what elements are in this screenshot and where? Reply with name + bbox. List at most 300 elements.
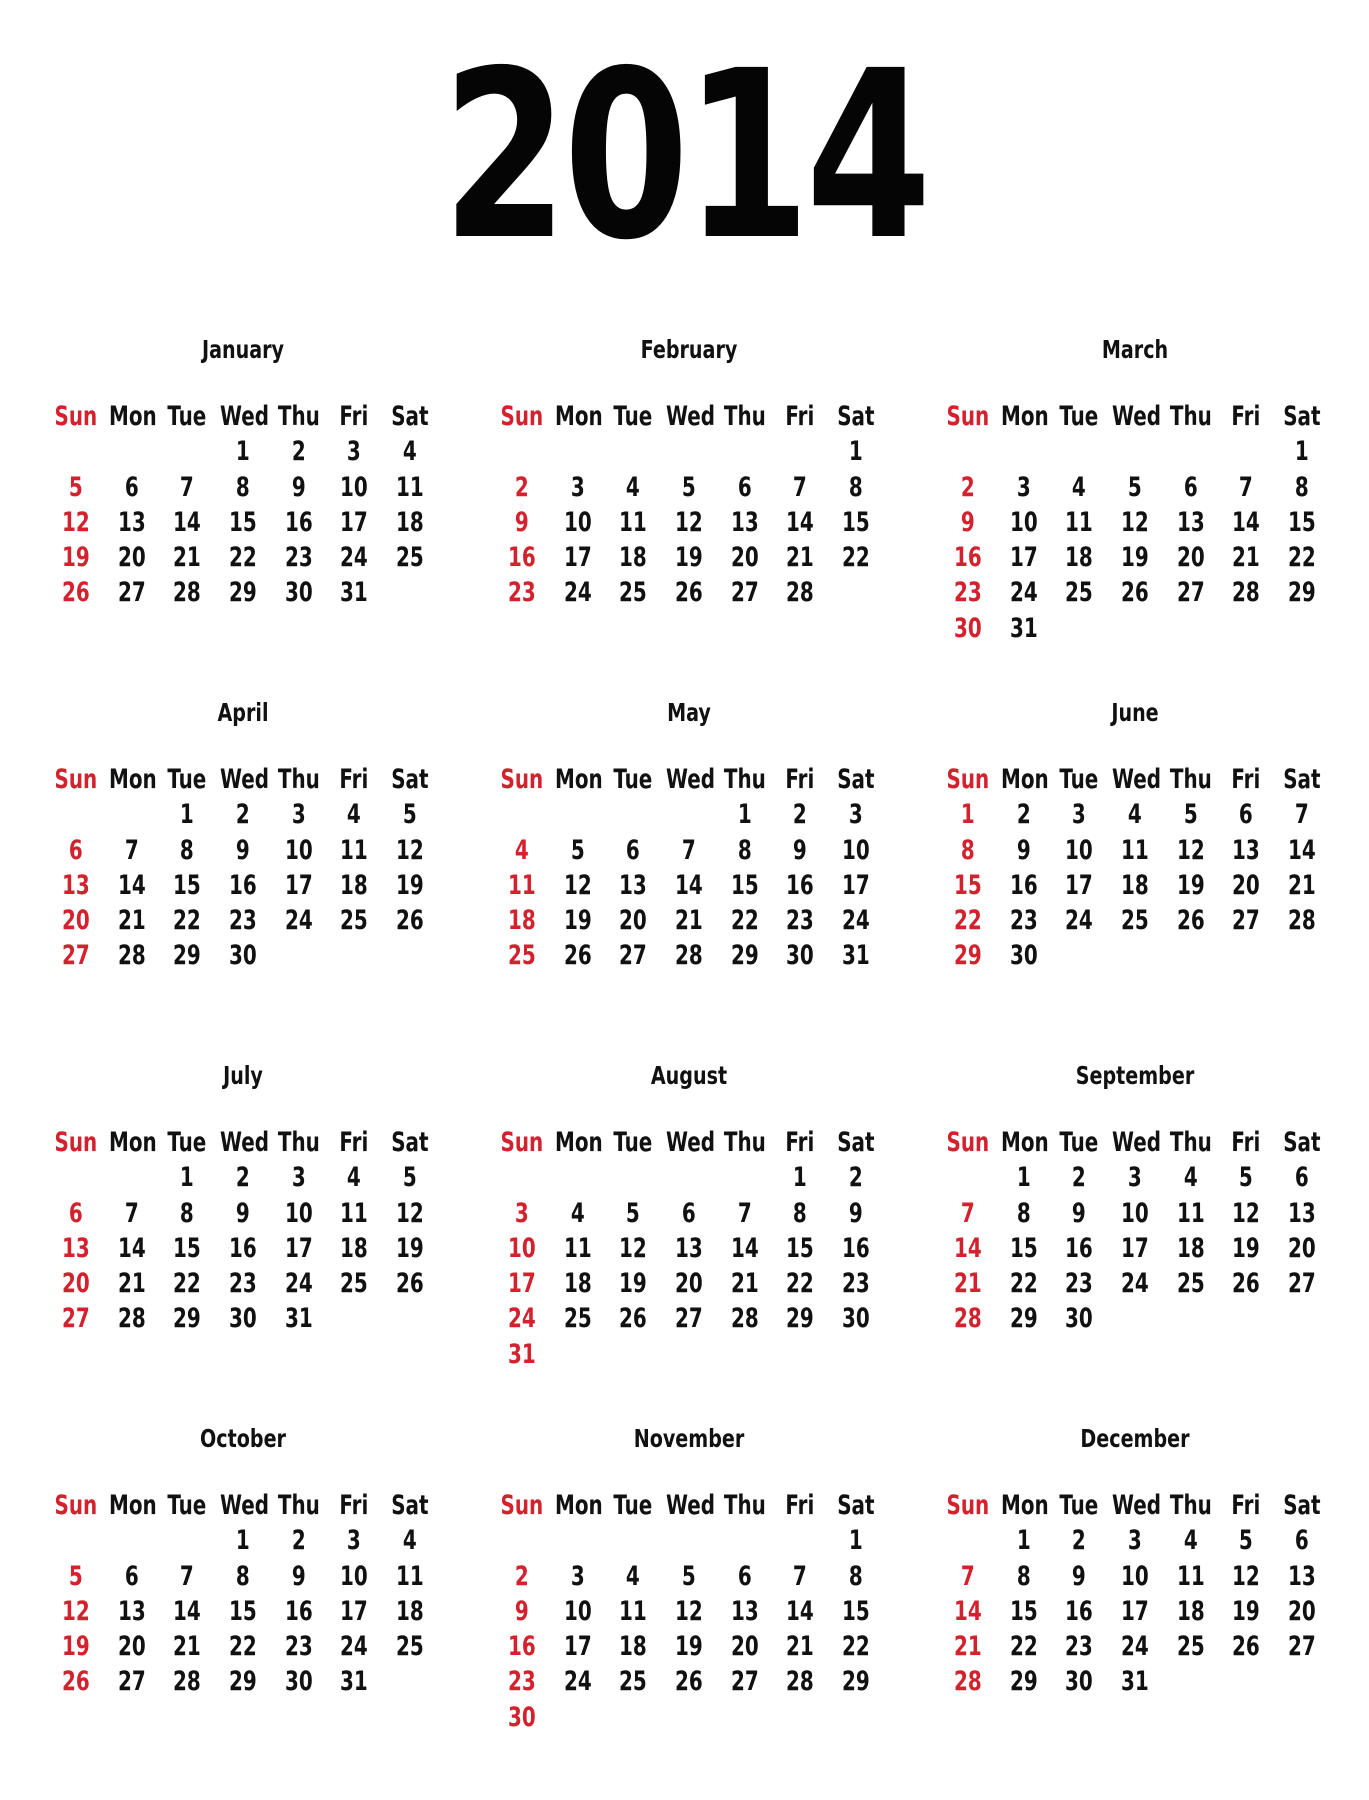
weekday-header: Wed xyxy=(666,764,716,795)
day-cell: 3 xyxy=(570,471,585,503)
day-cell: 24 xyxy=(340,1631,369,1663)
day-cell: 9 xyxy=(849,1197,863,1229)
weekday-header: Sun xyxy=(54,764,98,795)
month-title: March xyxy=(1101,335,1169,364)
day-cell: 21 xyxy=(1288,869,1316,901)
weekday-header: Tue xyxy=(167,764,207,795)
month-grid xyxy=(940,399,1330,646)
weekday-header: Thu xyxy=(723,1127,766,1158)
empty-cell xyxy=(772,1523,828,1558)
empty-cell xyxy=(772,434,828,469)
day-cell: 30 xyxy=(284,577,313,609)
weekday-header: Sun xyxy=(500,1127,544,1158)
day-cell: 5 xyxy=(1127,471,1142,503)
day-cell: 18 xyxy=(619,1631,648,1663)
empty-cell xyxy=(159,434,215,469)
day-cell: 11 xyxy=(396,1560,424,1592)
day-cell: 3 xyxy=(570,1560,585,1592)
day-cell: 28 xyxy=(786,1666,815,1698)
day-cell: 22 xyxy=(842,542,870,574)
weekday-header: Sun xyxy=(946,401,990,432)
empty-cell xyxy=(661,1160,717,1195)
day-cell: 18 xyxy=(340,1232,369,1264)
day-cell: 21 xyxy=(173,542,202,574)
day-cell: 19 xyxy=(563,905,592,937)
day-cell: 15 xyxy=(229,1595,257,1627)
day-cell: 29 xyxy=(173,940,202,972)
day-cell: 9 xyxy=(1072,1560,1087,1592)
day-cell: 12 xyxy=(396,1197,424,1229)
day-cell: 6 xyxy=(626,834,641,866)
weekday-header: Sat xyxy=(1283,401,1321,432)
month-grid xyxy=(494,1488,884,1735)
day-cell: 22 xyxy=(1288,542,1316,574)
day-cell: 1 xyxy=(1016,1525,1031,1557)
day-cell: 15 xyxy=(1009,1595,1038,1627)
weekday-header: Mon xyxy=(108,764,157,795)
weekday-header: Wed xyxy=(220,1490,270,1521)
weekday-header: Sat xyxy=(837,1127,875,1158)
day-cell: 14 xyxy=(675,869,703,901)
weekday-header: Sun xyxy=(500,1490,544,1521)
weekday-header: Wed xyxy=(1112,401,1162,432)
day-cell: 17 xyxy=(284,1232,313,1264)
day-cell: 5 xyxy=(68,471,83,503)
day-cell: 18 xyxy=(619,542,648,574)
day-cell: 18 xyxy=(1065,542,1094,574)
day-cell: 7 xyxy=(681,834,696,866)
day-cell: 1 xyxy=(849,436,863,468)
day-cell: 14 xyxy=(173,506,202,538)
weekday-header: Sun xyxy=(500,401,544,432)
month-september xyxy=(940,1061,1330,1337)
day-cell: 27 xyxy=(117,577,146,609)
day-cell: 6 xyxy=(1295,1525,1309,1557)
day-cell: 27 xyxy=(61,1303,90,1335)
day-cell: 2 xyxy=(793,799,808,831)
day-cell: 5 xyxy=(681,471,696,503)
empty-cell xyxy=(661,434,717,469)
day-cell: 9 xyxy=(1016,834,1031,866)
day-cell: 8 xyxy=(1295,471,1309,503)
day-cell: 4 xyxy=(347,799,362,831)
day-cell: 17 xyxy=(1065,869,1094,901)
empty-cell xyxy=(550,1523,606,1558)
day-cell: 27 xyxy=(1288,1631,1316,1663)
weekday-header: Thu xyxy=(1169,1127,1212,1158)
day-cell: 29 xyxy=(1009,1303,1038,1335)
day-cell: 13 xyxy=(730,1595,759,1627)
day-cell: 16 xyxy=(1065,1232,1094,1264)
day-cell: 6 xyxy=(737,471,752,503)
weekday-header: Sat xyxy=(1283,1490,1321,1521)
empty-cell xyxy=(48,434,104,469)
day-cell: 27 xyxy=(1232,905,1261,937)
empty-cell xyxy=(940,1160,996,1195)
day-cell: 21 xyxy=(786,542,815,574)
day-cell: 28 xyxy=(953,1303,982,1335)
day-cell: 17 xyxy=(340,1595,369,1627)
day-cell: 8 xyxy=(1016,1560,1031,1592)
weekday-header: Sun xyxy=(946,1490,990,1521)
day-cell: 18 xyxy=(1121,869,1149,901)
day-cell: 9 xyxy=(793,834,808,866)
day-cell: 29 xyxy=(1009,1666,1038,1698)
day-cell: 12 xyxy=(675,1595,703,1627)
day-cell: 3 xyxy=(514,1197,529,1229)
day-cell: 5 xyxy=(1183,799,1198,831)
month-december xyxy=(940,1424,1330,1700)
day-cell: 3 xyxy=(849,799,863,831)
day-cell: 8 xyxy=(1016,1197,1031,1229)
day-cell: 3 xyxy=(347,1525,362,1557)
day-cell: 7 xyxy=(180,471,195,503)
day-cell: 4 xyxy=(626,471,641,503)
day-cell: 13 xyxy=(1288,1560,1316,1592)
day-cell: 10 xyxy=(340,1560,369,1592)
day-cell: 22 xyxy=(229,542,257,574)
day-cell: 18 xyxy=(1176,1232,1205,1264)
day-cell: 13 xyxy=(1232,834,1261,866)
day-cell: 19 xyxy=(1232,1232,1261,1264)
empty-cell xyxy=(48,797,104,832)
empty-cell xyxy=(494,1523,550,1558)
day-cell: 7 xyxy=(1239,471,1254,503)
day-cell: 16 xyxy=(229,1232,257,1264)
day-cell: 18 xyxy=(1176,1595,1205,1627)
weekday-header: Fri xyxy=(1231,764,1261,795)
day-cell: 11 xyxy=(396,471,424,503)
weekday-header: Mon xyxy=(108,401,157,432)
day-cell: 2 xyxy=(235,799,250,831)
day-cell: 1 xyxy=(1016,1162,1031,1194)
day-cell: 3 xyxy=(291,1162,306,1194)
day-cell: 12 xyxy=(1176,834,1205,866)
day-cell: 14 xyxy=(953,1232,982,1264)
weekday-header: Tue xyxy=(613,401,653,432)
day-cell: 31 xyxy=(340,577,369,609)
month-april xyxy=(48,698,438,974)
day-cell: 8 xyxy=(235,1560,250,1592)
weekday-header: Fri xyxy=(339,401,369,432)
day-cell: 1 xyxy=(180,799,195,831)
day-cell: 8 xyxy=(235,471,250,503)
day-cell: 19 xyxy=(1176,869,1205,901)
day-cell: 31 xyxy=(1009,612,1038,644)
day-cell: 27 xyxy=(61,940,90,972)
day-cell: 25 xyxy=(619,577,648,609)
weekday-header: Sat xyxy=(837,764,875,795)
day-cell: 24 xyxy=(1065,905,1094,937)
day-cell: 2 xyxy=(1072,1162,1087,1194)
empty-cell xyxy=(605,1523,661,1558)
day-cell: 28 xyxy=(173,577,202,609)
day-cell: 5 xyxy=(68,1560,83,1592)
day-cell: 14 xyxy=(953,1595,982,1627)
day-cell: 20 xyxy=(1232,869,1261,901)
month-november xyxy=(494,1424,884,1735)
day-cell: 27 xyxy=(1176,577,1205,609)
empty-cell xyxy=(661,1523,717,1558)
day-cell: 28 xyxy=(675,940,703,972)
day-cell: 20 xyxy=(1288,1232,1316,1264)
weekday-header: Sat xyxy=(837,1490,875,1521)
day-cell: 7 xyxy=(124,1197,139,1229)
day-cell: 26 xyxy=(675,1666,703,1698)
month-title: November xyxy=(633,1424,745,1453)
empty-cell xyxy=(605,1160,661,1195)
day-cell: 24 xyxy=(842,905,870,937)
day-cell: 8 xyxy=(180,1197,195,1229)
day-cell: 28 xyxy=(786,577,815,609)
weekday-header: Wed xyxy=(666,1127,716,1158)
day-cell: 8 xyxy=(180,834,195,866)
day-cell: 8 xyxy=(849,471,863,503)
day-cell: 11 xyxy=(1065,506,1094,538)
weekday-header: Fri xyxy=(785,1490,815,1521)
day-cell: 16 xyxy=(284,506,313,538)
day-cell: 29 xyxy=(229,577,257,609)
day-cell: 22 xyxy=(229,1631,257,1663)
day-cell: 26 xyxy=(675,577,703,609)
weekday-header: Tue xyxy=(613,1490,653,1521)
day-cell: 19 xyxy=(396,869,424,901)
weekday-header: Thu xyxy=(723,401,766,432)
day-cell: 31 xyxy=(340,1666,369,1698)
day-cell: 22 xyxy=(1009,1268,1038,1300)
weekday-header: Thu xyxy=(1169,1490,1212,1521)
empty-cell xyxy=(104,434,160,469)
day-cell: 17 xyxy=(1121,1595,1149,1627)
weekday-header: Sun xyxy=(54,1127,98,1158)
day-cell: 11 xyxy=(340,1197,369,1229)
day-cell: 1 xyxy=(235,436,250,468)
day-cell: 6 xyxy=(124,1560,139,1592)
day-cell: 17 xyxy=(563,1631,592,1663)
day-cell: 2 xyxy=(960,471,975,503)
empty-cell xyxy=(996,434,1052,469)
month-title: February xyxy=(640,335,738,364)
month-february xyxy=(494,335,884,611)
day-cell: 16 xyxy=(786,869,815,901)
day-cell: 15 xyxy=(953,869,982,901)
day-cell: 29 xyxy=(730,940,759,972)
day-cell: 2 xyxy=(1016,799,1031,831)
weekday-header: Wed xyxy=(1112,764,1162,795)
weekday-header: Sun xyxy=(946,764,990,795)
day-cell: 26 xyxy=(619,1303,648,1335)
weekday-header: Tue xyxy=(1059,764,1099,795)
weekday-header: Thu xyxy=(723,1490,766,1521)
day-cell: 9 xyxy=(291,471,306,503)
empty-cell xyxy=(1218,434,1274,469)
weekday-header: Fri xyxy=(339,1127,369,1158)
weekday-header: Sat xyxy=(391,1490,429,1521)
weekday-header: Mon xyxy=(108,1490,157,1521)
day-cell: 11 xyxy=(1176,1197,1205,1229)
day-cell: 30 xyxy=(953,612,982,644)
day-cell: 3 xyxy=(347,436,362,468)
day-cell: 10 xyxy=(1121,1197,1149,1229)
day-cell: 5 xyxy=(626,1197,641,1229)
day-cell: 30 xyxy=(229,1303,257,1335)
day-cell: 19 xyxy=(61,1631,90,1663)
month-june xyxy=(940,698,1330,974)
day-cell: 16 xyxy=(507,542,536,574)
day-cell: 23 xyxy=(284,542,313,574)
weekday-header: Thu xyxy=(277,1490,320,1521)
month-grid xyxy=(48,1125,438,1337)
day-cell: 5 xyxy=(570,834,585,866)
day-cell: 9 xyxy=(514,506,529,538)
day-cell: 14 xyxy=(786,1595,815,1627)
day-cell: 24 xyxy=(507,1303,536,1335)
day-cell: 1 xyxy=(849,1525,863,1557)
day-cell: 5 xyxy=(1239,1162,1254,1194)
day-cell: 15 xyxy=(173,869,202,901)
day-cell: 21 xyxy=(1232,542,1261,574)
day-cell: 3 xyxy=(1127,1162,1142,1194)
day-cell: 11 xyxy=(619,506,648,538)
day-cell: 9 xyxy=(235,1197,250,1229)
weekday-header: Wed xyxy=(220,1127,270,1158)
empty-cell xyxy=(104,1160,160,1195)
day-cell: 2 xyxy=(849,1162,863,1194)
day-cell: 26 xyxy=(1232,1631,1261,1663)
day-cell: 10 xyxy=(1121,1560,1149,1592)
day-cell: 19 xyxy=(619,1268,648,1300)
month-august xyxy=(494,1061,884,1372)
day-cell: 13 xyxy=(117,1595,146,1627)
day-cell: 11 xyxy=(1176,1560,1205,1592)
day-cell: 29 xyxy=(953,940,982,972)
day-cell: 6 xyxy=(68,1197,83,1229)
day-cell: 16 xyxy=(507,1631,536,1663)
day-cell: 23 xyxy=(842,1268,870,1300)
weekday-header: Tue xyxy=(1059,1127,1099,1158)
day-cell: 7 xyxy=(793,1560,808,1592)
day-cell: 28 xyxy=(730,1303,759,1335)
day-cell: 7 xyxy=(960,1197,975,1229)
day-cell: 22 xyxy=(1009,1631,1038,1663)
day-cell: 2 xyxy=(1072,1525,1087,1557)
empty-cell xyxy=(717,1523,773,1558)
year-title: 2014 xyxy=(442,21,927,291)
day-cell: 3 xyxy=(1016,471,1031,503)
day-cell: 27 xyxy=(730,577,759,609)
month-grid xyxy=(940,1125,1330,1337)
day-cell: 4 xyxy=(570,1197,585,1229)
day-cell: 15 xyxy=(842,1595,870,1627)
day-cell: 28 xyxy=(1232,577,1261,609)
day-cell: 13 xyxy=(675,1232,703,1264)
day-cell: 13 xyxy=(1288,1197,1316,1229)
day-cell: 9 xyxy=(291,1560,306,1592)
month-title: May xyxy=(667,698,711,727)
day-cell: 8 xyxy=(793,1197,808,1229)
day-cell: 13 xyxy=(61,1232,90,1264)
month-title: October xyxy=(200,1424,286,1453)
weekday-header: Tue xyxy=(167,1127,207,1158)
day-cell: 14 xyxy=(1232,506,1261,538)
empty-cell xyxy=(1107,434,1163,469)
day-cell: 2 xyxy=(235,1162,250,1194)
day-cell: 25 xyxy=(619,1666,648,1698)
day-cell: 11 xyxy=(563,1232,592,1264)
day-cell: 4 xyxy=(1127,799,1142,831)
day-cell: 26 xyxy=(1176,905,1205,937)
day-cell: 12 xyxy=(1121,506,1149,538)
day-cell: 14 xyxy=(730,1232,759,1264)
weekday-header: Wed xyxy=(220,401,270,432)
day-cell: 12 xyxy=(1232,1197,1261,1229)
day-cell: 29 xyxy=(786,1303,815,1335)
day-cell: 1 xyxy=(960,799,975,831)
day-cell: 26 xyxy=(396,905,424,937)
month-march xyxy=(940,335,1330,646)
weekday-header: Wed xyxy=(666,401,716,432)
day-cell: 14 xyxy=(117,869,146,901)
day-cell: 16 xyxy=(284,1595,313,1627)
day-cell: 4 xyxy=(347,1162,362,1194)
empty-cell xyxy=(494,797,550,832)
day-cell: 6 xyxy=(68,834,83,866)
day-cell: 21 xyxy=(173,1631,202,1663)
day-cell: 27 xyxy=(675,1303,703,1335)
day-cell: 25 xyxy=(1176,1631,1205,1663)
day-cell: 2 xyxy=(514,471,529,503)
day-cell: 20 xyxy=(117,542,146,574)
day-cell: 31 xyxy=(1121,1666,1149,1698)
day-cell: 16 xyxy=(1009,869,1038,901)
weekday-header: Sat xyxy=(1283,764,1321,795)
day-cell: 6 xyxy=(737,1560,752,1592)
day-cell: 2 xyxy=(514,1560,529,1592)
day-cell: 23 xyxy=(284,1631,313,1663)
day-cell: 25 xyxy=(396,1631,424,1663)
day-cell: 4 xyxy=(514,834,529,866)
day-cell: 12 xyxy=(1232,1560,1261,1592)
day-cell: 14 xyxy=(1288,834,1316,866)
day-cell: 4 xyxy=(1183,1525,1198,1557)
day-cell: 25 xyxy=(507,940,536,972)
weekday-header: Fri xyxy=(785,401,815,432)
weekday-header: Fri xyxy=(1231,1490,1261,1521)
day-cell: 29 xyxy=(842,1666,870,1698)
day-cell: 28 xyxy=(117,940,146,972)
weekday-header: Fri xyxy=(1231,1127,1261,1158)
weekday-header: Sun xyxy=(500,764,544,795)
day-cell: 15 xyxy=(173,1232,202,1264)
day-cell: 16 xyxy=(1065,1595,1094,1627)
empty-cell xyxy=(494,434,550,469)
day-cell: 10 xyxy=(284,834,313,866)
day-cell: 4 xyxy=(403,436,417,468)
day-cell: 23 xyxy=(1065,1268,1094,1300)
day-cell: 11 xyxy=(619,1595,648,1627)
day-cell: 7 xyxy=(180,1560,195,1592)
day-cell: 4 xyxy=(1183,1162,1198,1194)
month-may xyxy=(494,698,884,974)
day-cell: 19 xyxy=(61,542,90,574)
day-cell: 26 xyxy=(563,940,592,972)
month-grid xyxy=(494,762,884,974)
day-cell: 25 xyxy=(340,905,369,937)
day-cell: 30 xyxy=(1065,1303,1094,1335)
empty-cell xyxy=(940,434,996,469)
day-cell: 30 xyxy=(786,940,815,972)
day-cell: 27 xyxy=(117,1666,146,1698)
